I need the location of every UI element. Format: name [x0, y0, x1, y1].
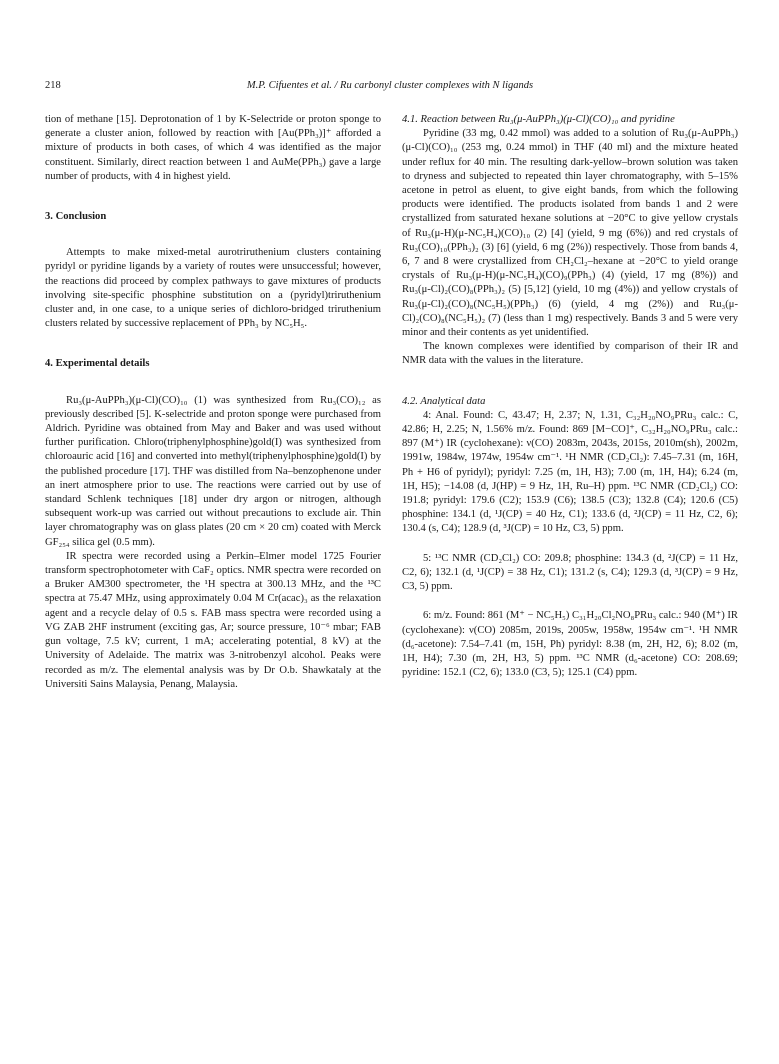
intro-paragraph: tion of methane [15]. Deprotonation of 1 by K-Selectride or proton sponge to generate a cluster anion, followed by reaction with [Au(PPh₃)]⁺ afforded a mixture of products in both cases, of which 4 was identified as the major constituent. Similarly, direct reaction between 1 and AuMe(PPh₃) gave a large number of products, with 4 in highest yield.	[45, 114, 381, 182]
experimental-paragraph-1: Ru₃(μ-AuPPh₃)(μ-Cl)(CO)₁₀ (1) was synthesized from Ru₃(CO)₁₂ as previously described [5]. K-selectride and proton sponge were purchased from Aldrich. Pyridine was obtained from May and Baker and was used without further purification. Chloro(triphenylphosphine)gold(I) was synthesized from chloroauric acid [16] and converted into methyl(triphenylphosphine)gold(I) by the published procedure [17]. THF was distilled from Na–benzophenone under an inert atmosphere prior to use. The reactions were carried out by use of standard Schlenk techniques [18] under dry argon or nitrogen, although subsequent work-up was carried out without precautions to exclude air. Thin layer chromatography was on glass plates (20 cm × 20 cm) coated with Merck GF₂₅₄ silica gel (0.5 mm).	[45, 394, 381, 548]
analytical-data-5: 5: ¹³C NMR (CD₂Cl₂) CO: 209.8; phosphine: 134.3 (d, ²J(CP) = 11 Hz, C2, 6); 132.1 (d, ¹J(CP) = 38 Hz, C1); 131.2 (s, C4); 129.3 (d, ³J(CP) = 9 Hz, C3, 5) ppm.	[402, 552, 738, 593]
experimental-paragraph-2: IR spectra were recorded using a Perkin–Elmer model 1725 Fourier transform spectrophotometer with CaF₂ optics. NMR spectra were recorded on a Bruker AM300 spectrometer, the ¹H spectra at 300.13 MHz, and the ¹³C spectra at 75.47 MHz, using approximately 0.04 M Cr(acac)₃ as the relaxation agent and a recycle delay of 0.5 s. FAB mass spectra were recorded using a VG ZAB 2HF instrument (exciting gas, Ar; source pressure, 10⁻⁶ mbar; FAB gun voltage, 7.5 kV; current, 1 mA; accelerating potential, 8 kV) at the University of Adelaide. The matrix was 3-nitrobenzyl alcohol. Peaks were recorded as m/z. The elemental analysis was by Dr O.b. Shawkataly at the Universiti Sains Malaysia, Penang, Malaysia.	[45, 550, 381, 690]
page-header	[45, 80, 735, 96]
section-4-2-heading: 4.2. Analytical data	[402, 395, 486, 407]
analytical-data-6: 6: m/z. Found: 861 (M⁺ − NC₅H₅) C₃₁H₂₀Cl₂NO₈PRu₃ calc.: 940 (M⁺) IR (cyclohexane): ν(CO) 2085m, 2019s, 2005w, 1958w, 1954w cm⁻¹. ¹H NMR (d₆-acetone): 7.54–7.41 (m, 15H, Ph) pyridyl: 8.38 (m, 2H, H2, 6); 8.02 (m, 1H, H4); 7.30 (m, 2H, H3, 5) ppm. ¹³C NMR (d₆-acetone) CO: 208.69; pyridine: 152.1 (C2, 6); 133.0 (C3, 5); 125.1 (C4) ppm.	[402, 610, 738, 679]
running-title: M.P. Cifuentes et al. / Ru carbonyl cluster complexes with N ligands	[246, 80, 534, 91]
conclusion-heading: 3. Conclusion	[45, 211, 107, 223]
section-4-1-paragraph-2: The known complexes were identified by comparison of their IR and NMR data with the values in the literature.	[402, 341, 738, 367]
experimental-heading: 4. Experimental details	[45, 358, 150, 370]
conclusion-paragraph: Attempts to make mixed-metal aurotriruthenium clusters containing pyridyl or pyridine ligands by a variety of routes were unsuccessful; however, the reactions did proceed by complex pathways to gave mixtures of products involving site-specific phosphine substitution on a (pyridyl)triruthenium cluster and, in one case, to a unique series of dichloro-bridged triruthenium clusters related by successive replacement of PPh₃ by NC₅H₅.	[45, 247, 381, 330]
section-4-1-heading: 4.1. Reaction between Ru₃(μ-AuPPh₃)(μ-Cl)(CO)₁₀ and pyridine	[402, 114, 675, 125]
analytical-data-4: 4: Anal. Found: C, 43.47; H, 2.37; N, 1.31, C₃₂H₂₀NO₉PRu₃ calc.: C, 42.86; H, 2.25; N, 1.56% m/z. Found: 869 [M−CO]⁺, C₃₂H₂₀NO₉PRu₃ calc.: 897 (M⁺) IR (cyclohexane): ν(CO) 2083m, 2043s, 2015s, 2010m(sh), 2002m, 1991w, 1984w, 1974w, 1954w cm⁻¹. ¹H NMR (CD₂Cl₂): 7.45–7.31 (m, 16H, Ph + H6 of pyridyl); pyridyl: 7.25 (m, 1H, H3); 7.00 (m, 1H, H4); 6.24 (m, 1H, H5); −14.08 (d, J(HP) = 9 Hz, 1H, Ru–H) ppm. ¹³C NMR (CD₂Cl₂) CO: 191.8; pyridyl: 179.6 (C2); 153.9 (C6); 138.5 (C3); 132.8 (C4); 120.6 (C5) phosphine: 134.1 (d, ¹J(CP) = 40 Hz, C1); 133.6 (d, ²J(CP) = 11 Hz, C2, 6); 130.4 (s, C4); 128.9 (d, ³J(CP) = 10 Hz, C3, 5) ppm.	[402, 409, 738, 535]
left-column	[45, 113, 381, 692]
page-number: 218	[45, 80, 61, 91]
right-column	[402, 113, 738, 680]
section-4-1-paragraph-1: Pyridine (33 mg, 0.42 mmol) was added to a solution of Ru₃(μ-AuPPh₃)(μ-Cl)(CO)₁₀ (253 mg, 0.24 mmol) in THF (40 ml) and the mixture heated under reflux for 40 min. The resulting dark-yellow–brown solution was taken to dryness and subjected to repeated thin layer chromatography, with 5–15% acetone in petrol as eluent, to give eight bands, from which the following products were identified. The products isolated from bands 1 and 2 were crystallized from saturated hexane solutions at −20°C to give yellow crystals of Ru₃(μ-H)(μ-NC₅H₄)(CO)₁₀ (2) [4] (yield, 9 mg (6%)) and red crystals of Ru₃(CO)₁₀(PPh₃)₂ (3) [6] (yield, 6 mg (2%)) respectively. Those from bands 4, 6, 7 and 8 were crystallized from CH₂Cl₂–hexane at −20°C to yield orange crystals of Ru₃(μ-H)(μ-NC₅H₄)(CO)₉(PPh₃) (4) (yield, 17 mg (8%)) and Ru₃(μ-Cl)₂(CO)₈(PPh₃)₂ (5) [5,12] (yield, 10 mg (4%)) and yellow crystals of Ru₃(μ-Cl)₂(CO)₈(NC₅H₅)(PPh₃) (6) (yield, 4 mg (2%)) and Ru₃(μ-Cl)₂(CO)₈(NC₅H₅)₂ (7) (less than 1 mg) respectively. Bands 3 and 5 were very minor and their contents as yet unidentified.	[402, 128, 738, 339]
